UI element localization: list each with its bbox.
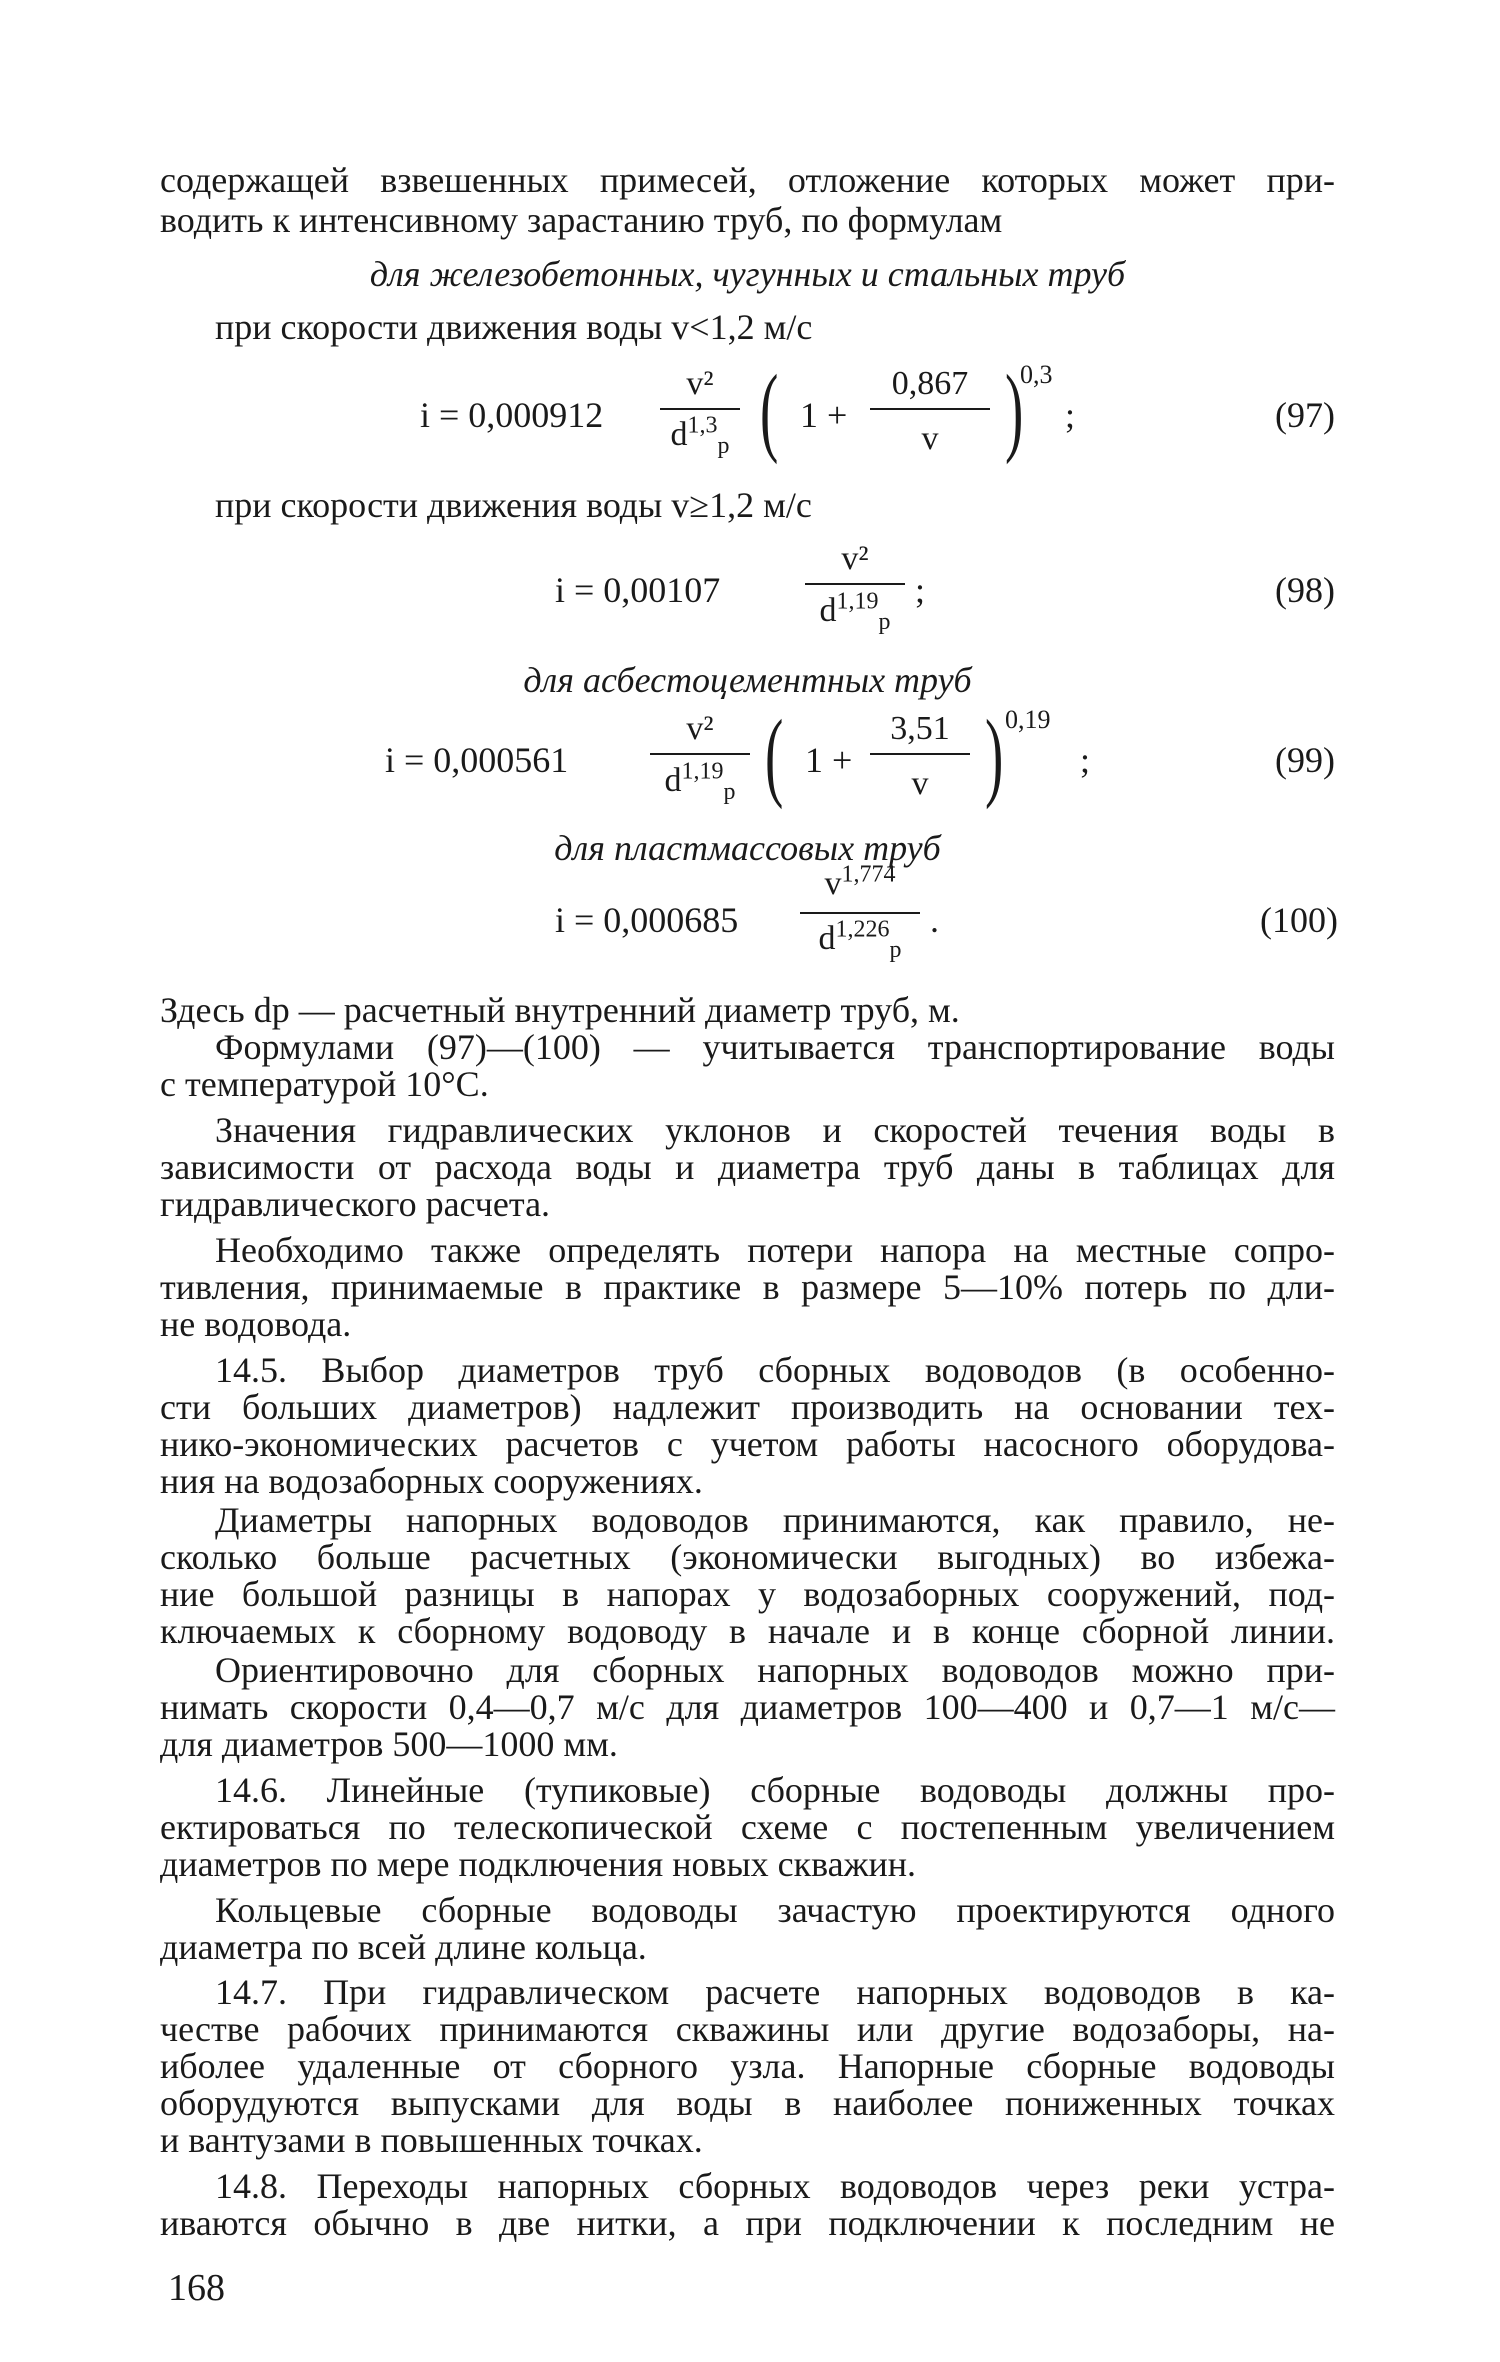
right-paren: ) [985, 699, 1004, 810]
eq97-number: (97) [1275, 395, 1335, 435]
text-line: диаметра по всей длине кольца. [160, 1927, 647, 1967]
eq99-one-plus: 1 + [805, 740, 853, 780]
fraction-bar [650, 753, 750, 755]
fraction-bar [660, 408, 740, 410]
text-line: 14.8. Переходы напорных сборных водоводов через реки устра- [215, 2166, 1335, 2206]
eq99-inner-denominator: v [911, 765, 929, 802]
eq100-denominator: $d^{1,226}_р$ [818, 916, 902, 963]
eq97-one-plus: 1 + [800, 395, 848, 435]
eq98-lhs: i = 0,00107 [555, 570, 721, 610]
text-line: Необходимо также определять потери напора на местные сопро- [215, 1230, 1335, 1270]
text-line: Кольцевые сборные водоводы зачастую проектируются одного [215, 1890, 1335, 1930]
left-paren: ( [765, 699, 784, 810]
eq100-numerator: $v^{1,774}$ [824, 861, 896, 902]
eq97-inner-denominator: v [921, 420, 939, 457]
text-line: 14.7. При гидравлическом расчете напорных водоводов в ка- [215, 1972, 1335, 2012]
text-line: оборудуются выпусками для воды в наиболее пониженных точках [160, 2083, 1335, 2123]
text-line: гидравлического расчета. [160, 1184, 551, 1224]
eq100-lhs: i = 0,000685 [555, 900, 739, 940]
section-heading: для асбестоцементных труб [523, 660, 972, 700]
text-line: Формулами (97)—(100) — учитывается транспортирование воды [215, 1027, 1335, 1067]
fraction-bar [805, 583, 905, 585]
text-line: водить к интенсивному зарастанию труб, по формулам [160, 200, 1003, 240]
text-line: ключаемых к сборному водоводу в начале и в конце сборной линии. [160, 1611, 1335, 1651]
condition-text: при скорости движения воды v<1,2 м/с [215, 307, 813, 347]
eq99-end: ; [1080, 740, 1091, 780]
eq100-number: (100) [1260, 900, 1338, 940]
text-line: честве рабочих принимаются скважины или другие водозаборы, на- [160, 2009, 1335, 2049]
section-heading: для железобетонных, чугунных и стальных труб [369, 254, 1126, 294]
text-line: ектироваться по телескопической схеме с постепенным увеличением [160, 1807, 1335, 1847]
eq98-denominator: $d^{1,19}_р$ [819, 588, 891, 635]
text-line: нико-экономических расчетов с учетом работы насосного оборудова- [160, 1424, 1335, 1464]
eq97-numerator: v² [686, 365, 714, 402]
page-number: 168 [168, 2267, 225, 2309]
eq99-power: 0,19 [1005, 705, 1051, 734]
eq97-inner-numerator: 0,867 [891, 365, 969, 402]
eq97-denominator: $d^{1,3}_р$ [670, 412, 730, 459]
text-line: зависимости от расхода воды и диаметра труб даны в таблицах для [160, 1147, 1335, 1187]
eq99-inner-numerator: 3,51 [890, 710, 950, 747]
eq97-lhs: i = 0,000912 [420, 395, 604, 435]
text-line: тивления, принимаемые в практике в размере 5—10% потерь по дли- [160, 1267, 1335, 1307]
text-line: ние большой разницы в напорах у водозаборных сооружений, под- [160, 1574, 1335, 1614]
text-line: 14.6. Линейные (тупиковые) сборные водоводы должны про- [215, 1770, 1335, 1810]
condition-text: при скорости движения воды v≥1,2 м/с [215, 485, 812, 525]
eq99-number: (99) [1275, 740, 1335, 780]
text-line: не водовода. [160, 1304, 352, 1344]
right-paren: ) [1005, 354, 1024, 465]
eq99-numerator: v² [686, 710, 714, 747]
eq97-end: ; [1065, 395, 1076, 435]
eq98-end: ; [915, 570, 926, 610]
text-line: нимать скорости 0,4—0,7 м/с для диаметров 100—400 и 0,7—1 м/с— [160, 1687, 1335, 1727]
text-line: с температурой 10°С. [160, 1064, 489, 1104]
text-line: Диаметры напорных водоводов принимаются, как правило, не- [215, 1500, 1335, 1540]
text-line: Ориентировочно для сборных напорных водоводов можно при- [215, 1650, 1335, 1690]
eq98-number: (98) [1275, 570, 1335, 610]
text-line: диаметров по мере подключения новых скважин. [160, 1844, 917, 1884]
eq99-denominator: $d^{1,19}_р$ [664, 758, 736, 805]
text-line: ния на водозаборных сооружениях. [160, 1461, 703, 1501]
fraction-bar [870, 408, 990, 410]
text-line: содержащей взвешенных примесей, отложение которых может при- [160, 160, 1335, 200]
text-line: сколько больше расчетных (экономически выгодных) во избежа- [160, 1537, 1335, 1577]
text-line: 14.5. Выбор диаметров труб сборных водоводов (в особенно- [215, 1350, 1335, 1390]
fraction-bar [800, 912, 920, 914]
text-line: для диаметров 500—1000 мм. [160, 1724, 618, 1764]
fraction-bar [870, 753, 970, 755]
eq100-end: . [930, 900, 939, 940]
eq97-power: 0,3 [1020, 360, 1053, 389]
section-heading: для пластмассовых труб [554, 828, 941, 868]
eq99-lhs: i = 0,000561 [385, 740, 569, 780]
text-line: Здесь dр — расчетный внутренний диаметр труб, м. [160, 990, 960, 1030]
text-line: сти больших диаметров) надлежит производить на основании тех- [160, 1387, 1335, 1427]
text-line: и вантузами в повышенных точках. [160, 2120, 703, 2160]
text-line: иболее удаленные от сборного узла. Напорные сборные водоводы [160, 2046, 1335, 2086]
text-line: Значения гидравлических уклонов и скоростей течения воды в [215, 1110, 1335, 1150]
eq98-numerator: v² [841, 540, 869, 577]
text-line: иваются обычно в две нитки, а при подключении к последним не [160, 2203, 1335, 2243]
left-paren: ( [760, 354, 779, 465]
